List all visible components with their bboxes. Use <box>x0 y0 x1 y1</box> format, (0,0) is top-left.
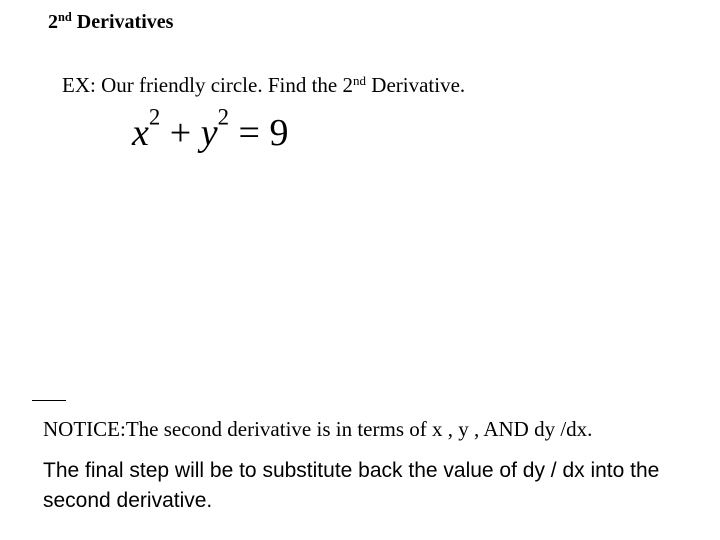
example-prompt <box>62 72 465 98</box>
example-text-start: EX: Our friendly circle. Find the 2 <box>62 73 354 97</box>
slide-title <box>48 9 173 35</box>
equation-rhs: 9 <box>269 112 289 154</box>
equation-plus: + <box>160 112 201 154</box>
example-superscript: nd <box>353 72 367 88</box>
circle-equation <box>132 104 289 158</box>
final-step-text: The final step will be to substitute back the value of dy / dx into the second derivative. <box>43 459 660 512</box>
equation-x-exponent: 2 <box>148 104 161 130</box>
title-number: 2 <box>48 11 58 33</box>
equation-y: y <box>200 112 218 154</box>
example-text-end: Derivative. <box>366 73 466 97</box>
title-superscript: nd <box>58 10 72 25</box>
divider-line <box>32 400 66 401</box>
equation-equals: = <box>229 112 270 154</box>
notice-text: NOTICE:The second derivative is in terms of x , y , AND dy /dx. <box>43 417 593 441</box>
title-text: Derivatives <box>71 11 174 33</box>
equation-x: x <box>132 112 149 154</box>
equation-y-exponent: 2 <box>217 104 229 130</box>
